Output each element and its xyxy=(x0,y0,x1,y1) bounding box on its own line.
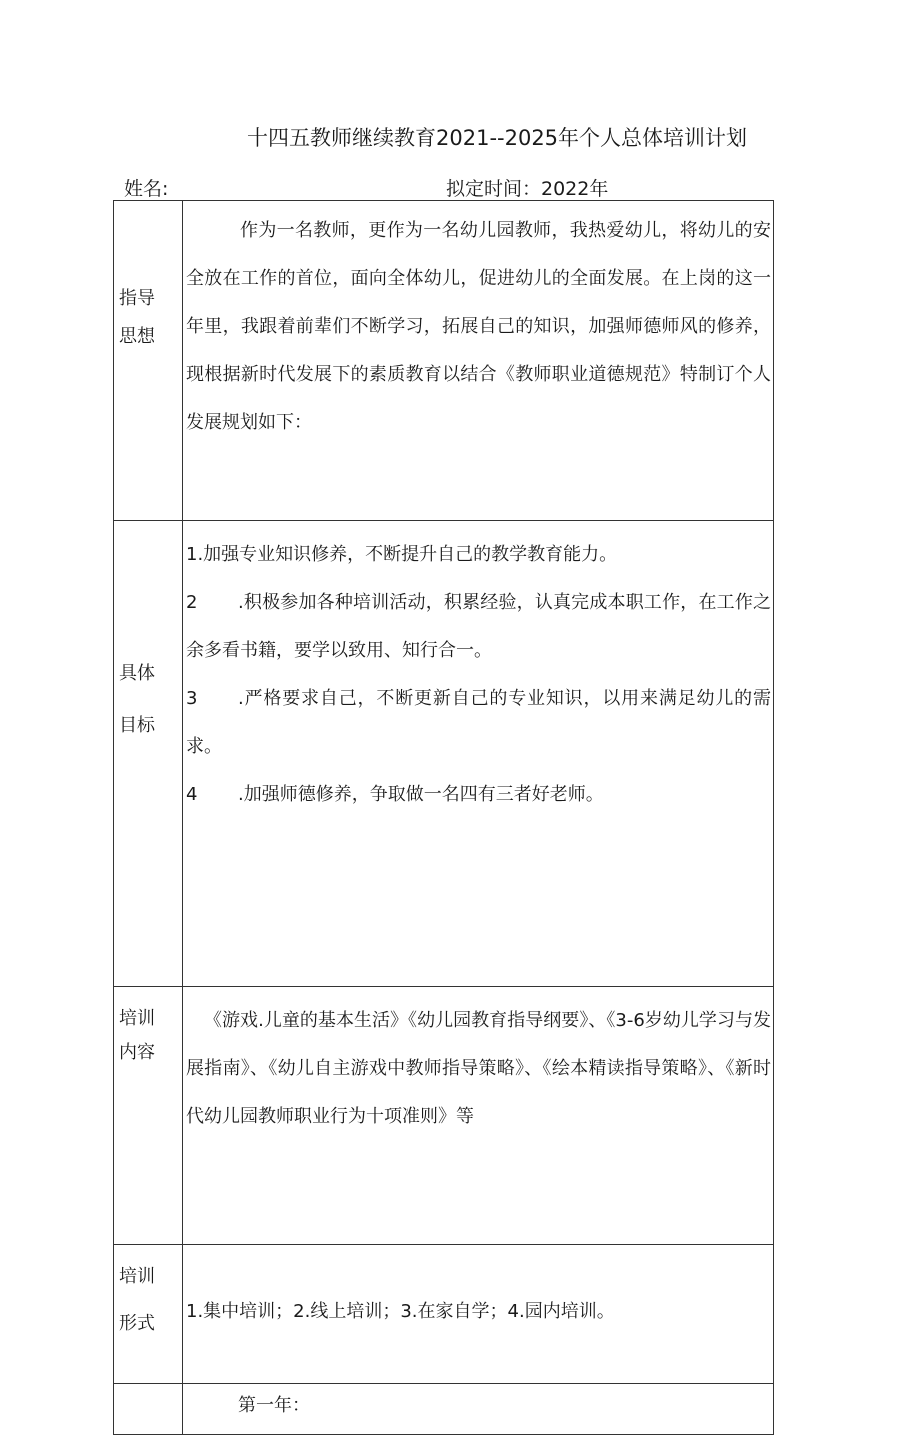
goal-item-text: .加强师德修养，争取做一名四有三者好老师。 xyxy=(238,784,604,805)
goal-item-number: 2 xyxy=(186,592,198,613)
row-content-guiding-ideology xyxy=(183,201,774,521)
goal-item-text: .积极参加各种培训活动，积累经验，认真完成本职工作，在工作之余多看书籍，要学以致用、知行合一。 xyxy=(186,592,771,661)
training-plan-table xyxy=(113,200,774,1435)
row-label-line: 目标 xyxy=(119,715,155,736)
training-content-text: 《游戏.儿童的基本生活》《幼儿园教育指导纲要》、《3-6岁幼儿学习与发展指南》、《幼儿自主游戏中教师指导策略》、《绘本精读指导策略》、《新时代幼儿园教师职业行为十项准则》等 xyxy=(186,1010,771,1127)
date-label: 拟定时间：2022年 xyxy=(446,178,609,200)
goal-item-text: .加强专业知识修养，不断提升自己的教学教育能力。 xyxy=(197,544,618,565)
row-label-line: 形式 xyxy=(119,1313,155,1334)
goal-item xyxy=(186,771,771,819)
goal-item-number: 3 xyxy=(186,688,198,709)
row-label-line: 思想 xyxy=(119,326,155,347)
document-title: 十四五教师继续教育2021--2025年个人总体培训计划 xyxy=(247,126,748,150)
row-label-line: 内容 xyxy=(119,1042,155,1063)
row-label-line: 培训 xyxy=(119,1008,155,1029)
table-row-first-year xyxy=(114,1384,774,1435)
row-label-guiding-ideology xyxy=(114,201,183,521)
goal-item-number: 4 xyxy=(186,784,198,805)
row-label-line: 培训 xyxy=(119,1266,155,1287)
row-label-training-content xyxy=(114,987,183,1245)
table-row-specific-goals xyxy=(114,521,774,987)
row-label-line: 具体 xyxy=(119,663,155,684)
goal-item xyxy=(186,675,771,771)
training-form-text: 1.集中培训；2.线上培训；3.在家自学；4.园内培训。 xyxy=(186,1301,615,1322)
guiding-ideology-text: 作为一名教师，更作为一名幼儿园教师，我热爱幼儿，将幼儿的安全放在工作的首位，面向全体幼儿，促进幼儿的全面发展。在上岗的这一年里，我跟着前辈们不断学习，拓展自己的知识，加强师德师风的修养，现根据新时代发展下的素质教育以结合《教师职业道德规范》特制订个人发展规划如下： xyxy=(186,220,771,433)
row-label-first-year xyxy=(114,1384,183,1435)
row-content-training-form xyxy=(183,1245,774,1384)
goal-item-text: .严格要求自己，不断更新自己的专业知识，以用来满足幼儿的需求。 xyxy=(186,688,771,757)
goal-item-number: 1 xyxy=(186,544,198,565)
row-label-specific-goals xyxy=(114,521,183,987)
row-content-first-year xyxy=(183,1384,774,1435)
row-content-specific-goals xyxy=(183,521,774,987)
row-label-line: 指导 xyxy=(119,288,155,309)
table-row-training-content xyxy=(114,987,774,1245)
row-content-training-content xyxy=(183,987,774,1245)
table-row-training-form xyxy=(114,1245,774,1384)
goal-item xyxy=(186,531,771,579)
first-year-text: 第一年： xyxy=(238,1395,310,1416)
table-row-guiding-ideology xyxy=(114,201,774,521)
row-label-training-form xyxy=(114,1245,183,1384)
name-label: 姓名: xyxy=(124,178,169,200)
goal-item xyxy=(186,579,771,675)
